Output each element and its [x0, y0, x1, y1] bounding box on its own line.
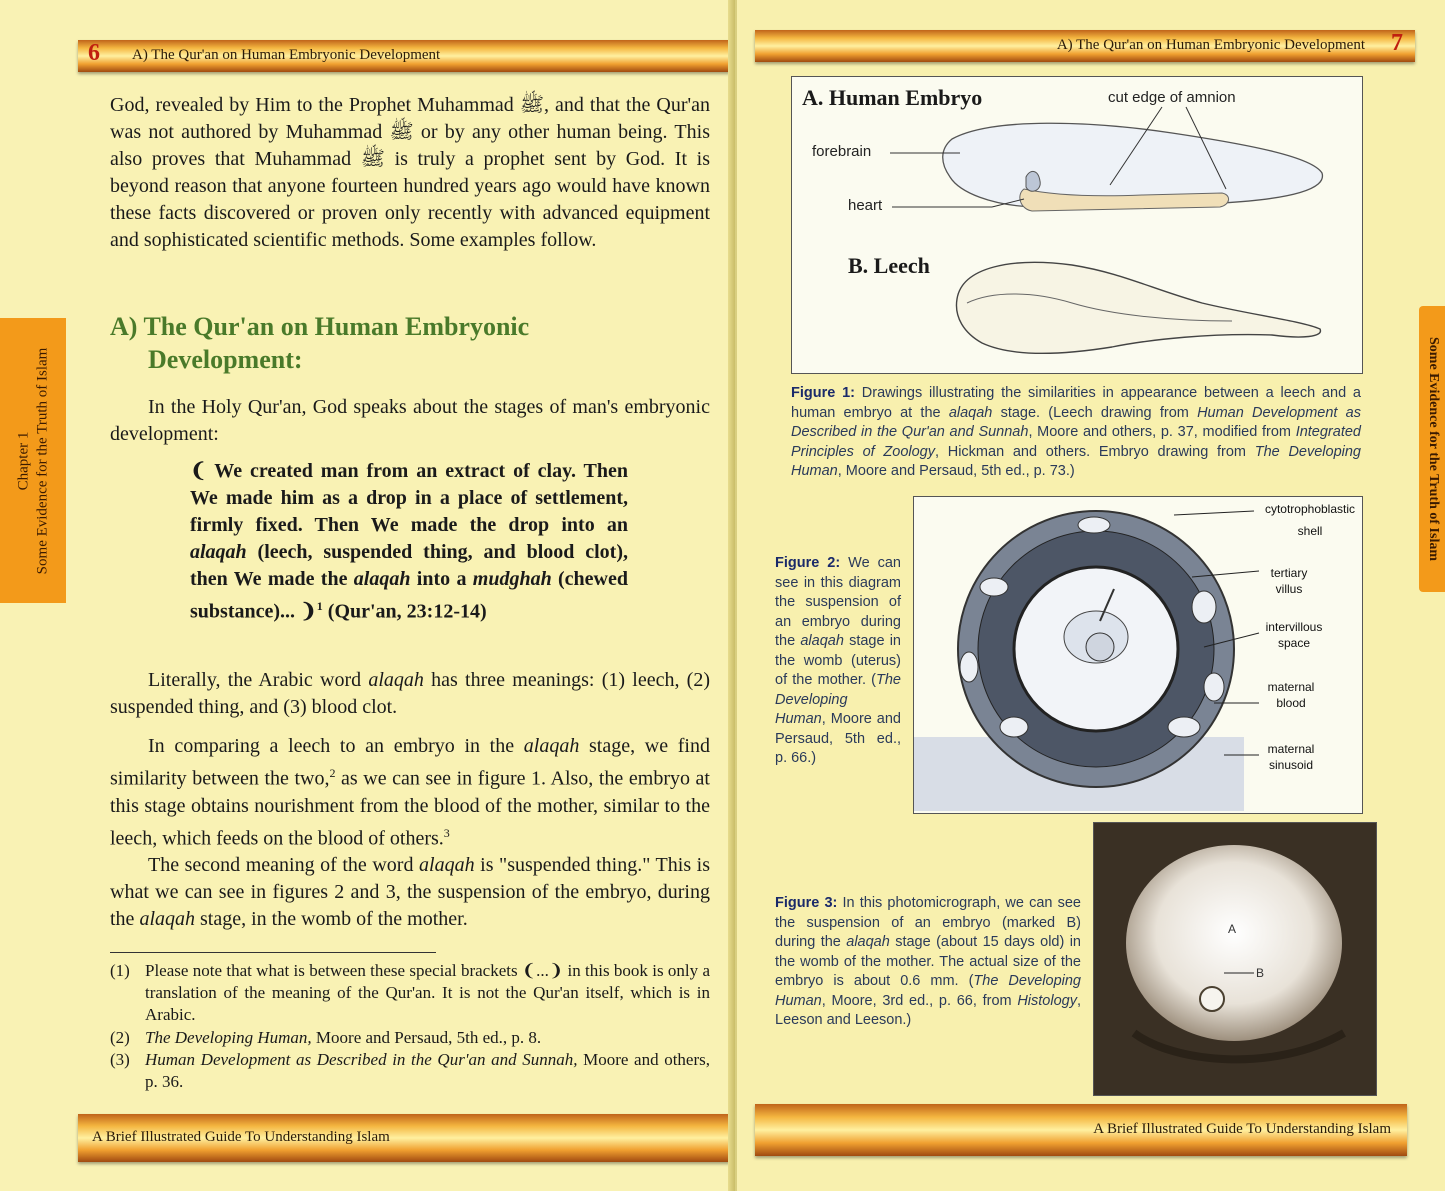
para-comparing	[110, 733, 710, 852]
label-space-2: space	[1277, 636, 1311, 650]
label-maternal-sinusoid	[1256, 741, 1326, 773]
para-second-word: alaqah	[419, 854, 475, 876]
figure-3-caption-word: alaqah	[846, 934, 890, 950]
figure-1-caption-src3: The Developing Human	[791, 443, 1361, 479]
right-page	[735, 0, 1445, 1191]
quran-quote	[190, 458, 628, 626]
figure-1-caption-label: Figure 1:	[791, 385, 855, 401]
para-second-meaning	[110, 852, 710, 933]
footnote-2	[110, 1027, 710, 1049]
open-bracket: ❨	[190, 460, 207, 482]
footnote-3-number: (3)	[110, 1050, 130, 1069]
figure-1-caption-e: , Moore and Persaud, 5th ed., p. 73.)	[837, 463, 1075, 479]
section-heading	[110, 310, 710, 376]
figure-1-caption-d: , Hickman and others. Embryo drawing from	[934, 443, 1255, 460]
figure-3-caption-d: , Leeson and Leeson.)	[775, 992, 1081, 1028]
figure-1-drawing	[792, 77, 1362, 373]
figure-1-caption-src1: Human Development as Described in the Qur'an and Sunnah	[791, 404, 1361, 440]
quote-word-mudghah: mudghah	[472, 568, 552, 590]
label-forebrain: forebrain	[812, 143, 872, 160]
para-literally-word: alaqah	[368, 669, 424, 691]
para-comparing-c: as we can see in figure 1. Also, the embryo at this stage obtains nourishment from the blood of the mother, similar to the leech, which feeds on the blood of others.	[110, 767, 710, 850]
figure-3-caption-src2: Histology	[1017, 992, 1077, 1009]
quote-text-3: into a	[410, 568, 473, 590]
right-page-number: 7	[1391, 30, 1403, 56]
footnote-2-text: Moore and Persaud, 5th ed., p. 8.	[311, 1028, 542, 1047]
footnote-1-number: (1)	[110, 961, 130, 980]
quote-reference: (Qur'an, 23:12-14)	[322, 600, 487, 623]
para-comparing-b: stage, we find similarity between the two,	[110, 735, 710, 790]
footnote-2-number: (2)	[110, 1028, 130, 1047]
right-footer-title: A Brief Illustrated Guide To Understanding Islam	[1093, 1121, 1391, 1137]
quote-text-4: (chewed substance)...	[190, 568, 628, 623]
para-second-c: stage, in the womb of the mother.	[195, 908, 468, 930]
para-stages: In the Holy Qur'an, God speaks about the stages of man's embryonic development:	[110, 396, 710, 445]
figure-3-caption-a: In this photomicrograph, we can see the suspension of an embryo (marked B) during the	[775, 895, 1081, 950]
label-intervillous-space	[1254, 619, 1334, 651]
figure-1-caption-c: , Moore and others, p. 37, modified from	[1028, 424, 1296, 440]
right-tab-label: Some Evidence for the Truth of Islam	[1426, 337, 1441, 561]
right-header-title: A) The Qur'an on Human Embryonic Development	[1056, 37, 1365, 53]
left-header-bar	[78, 40, 730, 72]
para-comparing-a: In comparing a leech to an embryo in the	[148, 735, 524, 757]
right-footer-bar	[755, 1104, 1407, 1156]
label-cyto-2: shell	[1297, 524, 1323, 538]
figure-3-photomicrograph	[1094, 823, 1376, 1095]
embryo-drawing	[943, 123, 1323, 211]
footnote-3	[110, 1049, 710, 1093]
figure-2-caption-word: alaqah	[800, 633, 844, 649]
label-blood-2: blood	[1276, 696, 1306, 710]
figure-2-caption-label: Figure 2:	[775, 555, 841, 571]
quote-text-1: We created man from an extract of clay. Then We made him as a drop in a place of settlement, firmly fixed. Then We made the drop into an	[190, 460, 628, 536]
figure-3-caption-label: Figure 3:	[775, 895, 838, 911]
footnote-ref-3: 3	[443, 825, 450, 840]
left-footer-bar	[78, 1114, 730, 1162]
label-amnion: cut edge of amnion	[1108, 89, 1236, 106]
figure-1	[791, 76, 1363, 374]
footnote-1	[110, 960, 710, 1026]
label-blood-1: maternal	[1267, 680, 1315, 694]
quote-text-2: (leech, suspended thing, and blood clot), then We made the	[190, 541, 628, 590]
label-sinus-1: maternal	[1267, 742, 1315, 756]
figure-3-caption-c: , Moore, 3rd ed., p. 66, from	[821, 992, 1018, 1009]
footnote-3-text: Moore and others, p. 36.	[145, 1050, 710, 1091]
left-footer-title: A Brief Illustrated Guide To Understanding Islam	[92, 1129, 390, 1145]
figure-2-caption	[775, 554, 901, 769]
para-second-b: is "suspended thing." This is what we can see in figures 2 and 3, the suspension of the embryo, during the	[110, 854, 711, 930]
label-villus-2: villus	[1275, 582, 1303, 596]
para-literally-b: has three meanings: (1) leech, (2) suspended thing, and (3) blood clot.	[110, 669, 711, 718]
right-header-bar	[755, 30, 1415, 62]
section-heading-line2: Development:	[148, 345, 303, 374]
para-second-a: The second meaning of the word	[148, 854, 420, 876]
chapter-tab-line1: Chapter 1	[15, 431, 32, 490]
close-bracket: ❩	[300, 600, 317, 623]
label-cyto-1: cytotrophoblastic	[1264, 502, 1356, 516]
label-a: A	[1228, 922, 1237, 936]
figure-2-caption-a: We can see in this diagram the suspension of an embryo during the	[775, 555, 901, 649]
figure-1-caption-b: stage. (Leech drawing from	[992, 404, 1198, 421]
quote-footnote-ref: 1	[316, 599, 323, 613]
figure-2-caption-src: The Developing Human	[775, 672, 901, 727]
footnote-2-title: The Developing Human,	[145, 1028, 312, 1047]
footnote-3-title: Human Development as Described in the Qur'an and Sunnah,	[145, 1050, 578, 1069]
figure-2	[913, 496, 1363, 814]
para-literally	[110, 667, 710, 721]
figure-1-caption-a: Drawings illustrating the similarities in appearance between a leech and a human embryo at the	[791, 385, 1361, 421]
left-chapter-tab	[0, 318, 66, 603]
intro-paragraph: God, revealed by Him to the Prophet Muhammad ﷺ, and that the Qur'an was not authored by Muhammad ﷺ or by any other human being. This also proves that Muhammad ﷺ is truly a prophet sent by God. It is beyond reason that anyone fourteen hundred years ago would have known these facts discovered or proven only recently with advanced equipment and sophisticated scientific methods. Some examples follow.	[110, 94, 710, 251]
label-b: B	[1256, 966, 1265, 980]
right-chapter-tab	[1419, 306, 1445, 592]
quote-word-alaqah-2: alaqah	[353, 568, 411, 590]
figure-3-caption-src1: The Developing Human	[775, 973, 1081, 1009]
figure-3	[1093, 822, 1377, 1096]
figure-1-caption	[791, 384, 1361, 482]
label-tertiary-villus	[1259, 565, 1319, 597]
footnote-divider	[110, 952, 436, 953]
left-header-title: A) The Qur'an on Human Embryonic Development	[132, 47, 441, 63]
label-heart: heart	[848, 197, 883, 214]
para-literally-a: Literally, the Arabic word	[148, 669, 369, 691]
para-second-word2: alaqah	[139, 908, 195, 930]
footnote-ref-2: 2	[329, 766, 336, 780]
leech-drawing	[956, 262, 1320, 353]
para-comparing-word: alaqah	[523, 735, 580, 757]
chapter-tab-line2: Some Evidence for the Truth of Islam	[34, 347, 51, 574]
label-cytotrophoblastic	[1256, 501, 1364, 539]
figure-1-title-embryo: A. Human Embryo	[802, 85, 983, 110]
section-heading-line1: A) The Qur'an on Human Embryonic	[110, 312, 530, 341]
figure-2-caption-c: , Moore and Persaud, 5th ed., p. 66.)	[775, 711, 901, 766]
left-page-number: 6	[88, 40, 100, 66]
label-maternal-blood	[1256, 679, 1326, 711]
label-space-1: intervillous	[1265, 620, 1323, 634]
figure-2-caption-b: stage in the womb (uterus) of the mother. (	[775, 633, 901, 688]
footnote-1-text: Please note that what is between these special brackets ❨...❩ in this book is only a translation of the meaning of the Qur'an. It is not the Qur'an itself, which is in Arabic.	[145, 961, 710, 1024]
label-sinus-2: sinusoid	[1268, 758, 1314, 772]
quote-word-alaqah: alaqah	[190, 541, 247, 563]
label-villus-1: tertiary	[1270, 566, 1308, 580]
figure-1-caption-src2: Integrated Principles of Zoology	[791, 424, 1361, 460]
figure-1-title-leech: B. Leech	[848, 253, 930, 278]
figure-1-caption-word: alaqah	[948, 404, 993, 421]
figure-3-caption	[775, 894, 1081, 1031]
figure-3-caption-b: stage (about 15 days old) in the womb of the mother. The actual size of the embryo is about 0.6 mm. (	[775, 934, 1081, 989]
